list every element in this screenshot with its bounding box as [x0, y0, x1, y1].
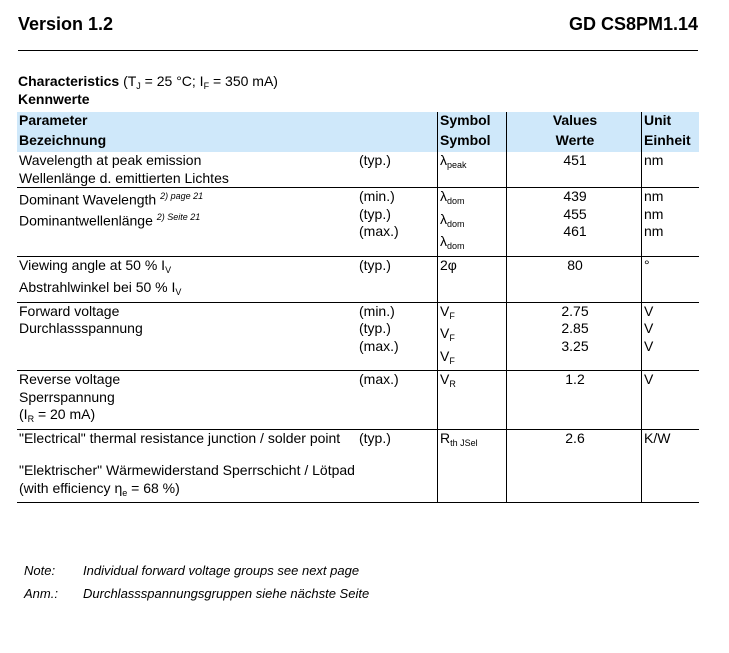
header-werte: Werte [507, 130, 642, 153]
header-unit: Unit [642, 112, 700, 130]
header-parameter: Parameter [17, 112, 438, 130]
header-values: Values [507, 112, 642, 130]
header-symbol: Symbol [438, 112, 507, 130]
condition-cell: (typ.) [357, 256, 438, 302]
version-label: Version 1.2 [18, 14, 114, 34]
section-title-text: Characteristics [18, 73, 120, 89]
condition-cell: (min.) (typ.) (max.) [357, 302, 438, 371]
symbol-cell: $\lambda_{dom}$ $\lambda_{dom}$ $\lambda_{dom}$ [438, 188, 507, 257]
table-row [17, 371, 699, 430]
unit-cell: ° [642, 256, 700, 302]
unit-cell: V V V [642, 302, 700, 371]
condition-cell: (max.) [357, 371, 438, 430]
param-cell: Reverse voltage Sperrspannung ($I_R = 20$ mA) [17, 371, 357, 430]
table-row [17, 152, 699, 188]
table-header-row-en [17, 112, 699, 130]
condition-cell: (min.) (typ.) (max.) [357, 188, 438, 257]
symbol-cell: $V_R$ [438, 371, 507, 430]
section-conditions: ($T_J = 25$ °C; $I_F = 350$ mA) [123, 73, 278, 91]
unit-cell: nm [642, 152, 700, 188]
header-einheit: Einheit [642, 130, 700, 153]
symbol-cell: $\lambda_{peak}$ [438, 152, 507, 188]
value-cell: 1.2 [507, 371, 642, 430]
header-rule [18, 50, 698, 51]
header-symbol-de: Symbol [438, 130, 507, 153]
param-cell: Viewing angle at 50 % $I_V$ Abstrahlwinkel bei 50 % $I_V$ [17, 256, 357, 302]
symbol-cell: 2φ [438, 256, 507, 302]
unit-cell: V [642, 371, 700, 430]
table-row [17, 256, 699, 302]
unit-cell: nm nm nm [642, 188, 700, 257]
value-cell: 439 455 461 [507, 188, 642, 257]
note-en: Note: Individual forward voltage groups see next page [24, 563, 360, 578]
table-row [17, 302, 699, 371]
unit-cell: K/W [642, 429, 700, 503]
condition-cell: (typ.) [357, 429, 438, 503]
value-cell: 80 [507, 256, 642, 302]
document-id: GD CS8PM1.14 [568, 14, 698, 34]
page-header [18, 14, 698, 40]
param-cell: "Electrical" thermal resistance junction / solder point "Elektrischer" Wärmewiderstand Sperrschicht / Lötpad (with efficiency $\eta_e = 68$ %) [17, 429, 357, 503]
characteristics-table [17, 112, 699, 503]
condition-cell: (typ.) [357, 152, 438, 188]
table-header-row-de [17, 130, 699, 153]
value-cell: 2.75 2.85 3.25 [507, 302, 642, 371]
symbol-cell: $R_{th JSel}$ [438, 429, 507, 503]
table-row [17, 188, 699, 257]
param-cell: Wavelength at peak emission Wellenlänge d. emittierten Lichtes [17, 152, 357, 188]
section-subtitle: Kennwerte [18, 91, 90, 107]
param-cell: Dominant Wavelength $^{2) page 21}$ Dominantwellenlänge $^{2) Seite 21}$ [17, 188, 357, 257]
note-de: Anm.: Durchlassspannungsgruppen siehe nächste Seite [24, 586, 370, 601]
header-bezeichnung: Bezeichnung [17, 130, 438, 153]
value-cell: 2.6 [507, 429, 642, 503]
param-cell: Forward voltage Durchlassspannung [17, 302, 357, 371]
notes [24, 559, 369, 605]
table-row [17, 429, 699, 503]
value-cell: 451 [507, 152, 642, 188]
symbol-cell: $V_F$ $V_F$ $V_F$ [438, 302, 507, 371]
